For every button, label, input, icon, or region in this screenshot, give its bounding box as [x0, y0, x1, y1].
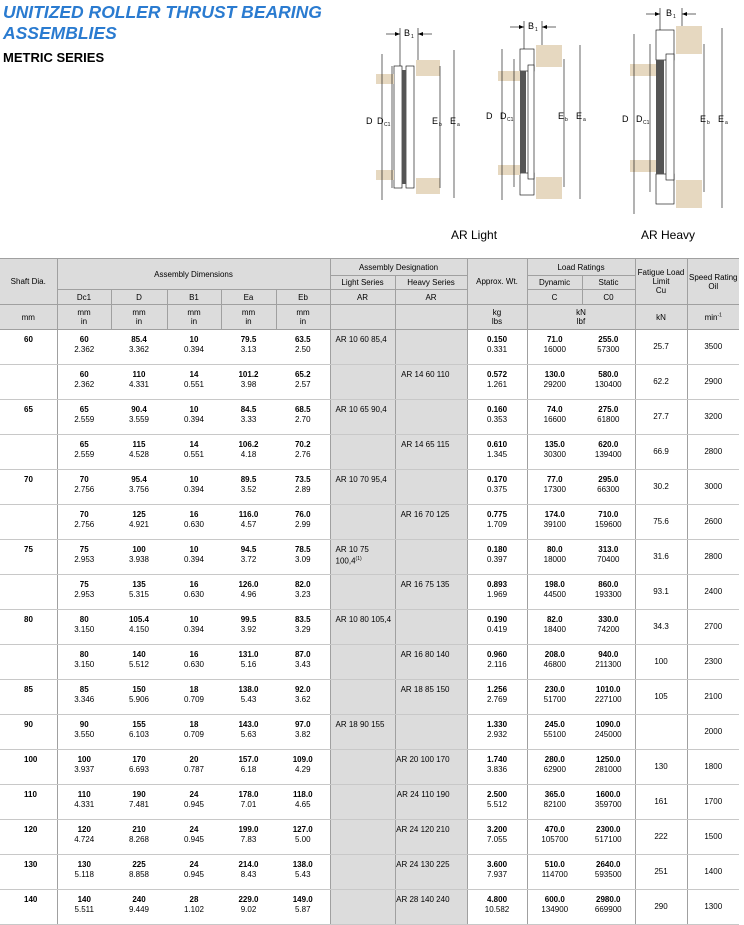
col-ar-heavy: AR: [395, 290, 467, 305]
cell-fatigue: 222: [635, 820, 687, 855]
cell-speed: 1400: [687, 855, 739, 890]
table-row: 65 65 2.559 90.4 3.559 10 0.394 84.5 3.33 68.5 2.70 AR 10 65 90,4 0.160 0.353 74.0 16600 275.0 61800 27.7 3200: [0, 400, 739, 435]
cell-shaft: 90: [0, 715, 57, 750]
cell-light-series: AR 10 60 85,4: [330, 330, 395, 365]
dim-d-label: D: [366, 116, 373, 126]
title-line-2: ASSEMBLIES: [3, 23, 117, 43]
cell-shaft: [0, 575, 57, 610]
cell-heavy-series: [395, 715, 467, 750]
cell-heavy-series: AR 28 140 240: [395, 890, 467, 925]
cell-heavy-series: AR 24 110 190: [395, 785, 467, 820]
table-row: 110 110 4.331 190 7.481 24 0.945 178.0 7.01 118.0 4.65 AR 24 110 190 2.500 5.512 365.0 82100 1600.0 359700 161 1700: [0, 785, 739, 820]
svg-text:C1: C1: [384, 122, 391, 128]
col-c: C: [527, 290, 582, 305]
cell-fatigue: 290: [635, 890, 687, 925]
cell-heavy-series: [395, 330, 467, 365]
cell-light-series: AR 10 65 90,4: [330, 400, 395, 435]
cell-shaft: 80: [0, 610, 57, 645]
cell-shaft: 60: [0, 330, 57, 365]
diagram-ar-light-small: [360, 20, 470, 200]
cell-light-series: [330, 680, 395, 715]
speed-unit: $\min^{-1}$: [687, 305, 739, 330]
dim-eb-label: E: [432, 116, 439, 126]
svg-text:D: D: [636, 114, 643, 124]
col-c0: C0: [582, 290, 635, 305]
table-row: 80 3.150 140 5.512 16 0.630 131.0 5.16 87.0 3.43 AR 16 80 140 0.960 2.116 208.0 46800 940.0 211300 100 2300: [0, 645, 739, 680]
units-row: mm mm in mm in mm in mm in mm in kg lbs kN lbf kN $\min^{-1}$: [0, 305, 739, 330]
cell-fatigue: 100: [635, 645, 687, 680]
title-line-1: UNITIZED ROLLER THRUST BEARING: [3, 2, 322, 22]
cell-light-series: AR 18 90 155: [330, 715, 395, 750]
cell-light-series: AR 10 80 105,4: [330, 610, 395, 645]
svg-text:B: B: [666, 8, 673, 18]
table-row: 140 140 5.511 240 9.449 28 1.102 229.0 9.02 149.0 5.87 AR 28 140 240 4.800 10.582 600.0 134900 2980.0 669900 290 1300: [0, 890, 739, 925]
cell-speed: 1500: [687, 820, 739, 855]
cell-shaft: [0, 505, 57, 540]
cell-fatigue: 30.2: [635, 470, 687, 505]
svg-text:a: a: [457, 122, 460, 128]
table-row: 100 100 3.937 170 6.693 20 0.787 157.0 6.18 109.0 4.29 AR 20 100 170 1.740 3.836 280.0 62900 1250.0 281000 130 1800: [0, 750, 739, 785]
cell-speed: 1700: [687, 785, 739, 820]
cell-light-series: [330, 575, 395, 610]
cell-heavy-series: AR 14 60 110: [395, 365, 467, 400]
cell-fatigue: 251: [635, 855, 687, 890]
cell-light-series: [330, 890, 395, 925]
col-fatigue-load-limit: [635, 259, 687, 305]
cell-speed: 2000: [687, 715, 739, 750]
svg-text:D: D: [622, 114, 629, 124]
cell-heavy-series: AR 16 80 140: [395, 645, 467, 680]
cell-heavy-series: [395, 540, 467, 575]
col-d: D: [111, 290, 167, 305]
col-speed-rating: Speed Rating Oil: [689, 272, 738, 291]
col-approx-wt: Approx. Wt.: [467, 259, 527, 305]
cell-shaft: 130: [0, 855, 57, 890]
cell-shaft: 120: [0, 820, 57, 855]
cell-fatigue: 93.1: [635, 575, 687, 610]
cell-shaft: 75: [0, 540, 57, 575]
cell-speed: 2100: [687, 680, 739, 715]
svg-text:B: B: [528, 21, 535, 31]
cell-speed: 2900: [687, 365, 739, 400]
table-row: 90 90 3.550 155 6.103 18 0.709 143.0 5.63 97.0 3.82 AR 18 90 155 1.330 2.932 245.0 55100 1090.0 245000 2000: [0, 715, 739, 750]
cell-speed: 2300: [687, 645, 739, 680]
col-group-assembly-designation: Assembly Designation: [330, 259, 467, 276]
svg-text:b: b: [439, 122, 442, 128]
cell-light-series: [330, 645, 395, 680]
cell-fatigue: 75.6: [635, 505, 687, 540]
diagram-ar-light: [480, 15, 600, 205]
cell-heavy-series: AR 24 120 210: [395, 820, 467, 855]
cell-heavy-series: AR 20 100 170: [395, 750, 467, 785]
svg-text:1: 1: [535, 27, 538, 33]
cell-light-series: AR 10 75 100,4$^{(1)}$: [330, 540, 395, 575]
cell-speed: 2800: [687, 435, 739, 470]
table-row: 65 2.559 115 4.528 14 0.551 106.2 4.18 70.2 2.76 AR 14 65 115 0.610 1.345 135.0 30300 620.0 139400 66.9 2800: [0, 435, 739, 470]
col-ar-light: AR: [330, 290, 395, 305]
svg-text:C1: C1: [507, 117, 514, 123]
cell-speed: 2800: [687, 540, 739, 575]
svg-text:E: E: [576, 111, 583, 121]
col-eb: Eb: [276, 290, 330, 305]
table-row: 80 80 3.150 105.4 4.150 10 0.394 99.5 3.92 83.5 3.29 AR 10 80 105,4 0.190 0.419 82.0 18400 330.0 74200 34.3 2700: [0, 610, 739, 645]
table-row: 130 130 5.118 225 8.858 24 0.945 214.0 8.43 138.0 5.43 AR 24 130 225 3.600 7.937 510.0 114700 2640.0 593500 251 1400: [0, 855, 739, 890]
diagram-label-ar-heavy: AR Heavy: [641, 228, 696, 242]
cell-fatigue: [635, 715, 687, 750]
cell-speed: 3200: [687, 400, 739, 435]
cell-speed: 2400: [687, 575, 739, 610]
cell-light-series: [330, 505, 395, 540]
cell-shaft: 85: [0, 680, 57, 715]
cell-shaft: 65: [0, 400, 57, 435]
col-shaft-dia: Shaft Dia.: [0, 259, 57, 305]
cell-heavy-series: [395, 470, 467, 505]
svg-text:1: 1: [411, 34, 414, 40]
diagram-ar-heavy: [612, 4, 740, 220]
fatigue-symbol: Cu: [655, 286, 667, 295]
cell-fatigue: 130: [635, 750, 687, 785]
col-light-series: Light Series: [330, 276, 395, 290]
svg-text:D: D: [377, 116, 384, 126]
cell-speed: 2700: [687, 610, 739, 645]
cell-shaft: [0, 645, 57, 680]
table-row: 70 2.756 125 4.921 16 0.630 116.0 4.57 76.0 2.99 AR 16 70 125 0.775 1.709 174.0 39100 710.0 159600 75.6 2600: [0, 505, 739, 540]
cell-fatigue: 66.9: [635, 435, 687, 470]
cell-shaft: 140: [0, 890, 57, 925]
cell-light-series: AR 10 70 95,4: [330, 470, 395, 505]
cell-fatigue: 62.2: [635, 365, 687, 400]
svg-text:1: 1: [673, 14, 676, 20]
dim-b1-label: B: [404, 28, 411, 38]
cell-fatigue: 25.7: [635, 330, 687, 365]
cell-heavy-series: AR 14 65 115: [395, 435, 467, 470]
col-group-assembly-dimensions: Assembly Dimensions: [57, 259, 330, 290]
cell-shaft: 70: [0, 470, 57, 505]
table-row: 85 85 3.346 150 5.906 18 0.709 138.0 5.43 92.0 3.62 AR 18 85 150 1.256 2.769 230.0 51700 1010.0 227100 105 2100: [0, 680, 739, 715]
cell-fatigue: 27.7: [635, 400, 687, 435]
svg-text:a: a: [725, 120, 728, 126]
col-heavy-series: Heavy Series: [395, 276, 467, 290]
svg-text:C1: C1: [643, 120, 650, 126]
table-row: 60 2.362 110 4.331 14 0.551 101.2 3.98 65.2 2.57 AR 14 60 110 0.572 1.261 130.0 29200 580.0 130400 62.2 2900: [0, 365, 739, 400]
cell-light-series: [330, 855, 395, 890]
svg-text:a: a: [583, 117, 586, 123]
cell-fatigue: 161: [635, 785, 687, 820]
table-row: 75 2.953 135 5.315 16 0.630 126.0 4.96 82.0 3.23 AR 16 75 135 0.893 1.969 198.0 44500 860.0 193300 93.1 2400: [0, 575, 739, 610]
col-ea: Ea: [221, 290, 276, 305]
page-subtitle: METRIC SERIES: [3, 50, 105, 65]
cell-shaft: 110: [0, 785, 57, 820]
cell-heavy-series: AR 16 70 125: [395, 505, 467, 540]
cell-light-series: [330, 435, 395, 470]
svg-text:b: b: [565, 117, 568, 123]
cell-fatigue: 34.3: [635, 610, 687, 645]
table-row: 60 60 2.362 85.4 3.362 10 0.394 79.5 3.13 63.5 2.50 AR 10 60 85,4 0.150 0.331 71.0 16000 255.0 57300 25.7 3500: [0, 330, 739, 365]
svg-text:D: D: [500, 111, 507, 121]
cell-shaft: [0, 435, 57, 470]
col-dynamic: Dynamic: [527, 276, 582, 290]
svg-text:E: E: [558, 111, 565, 121]
cell-light-series: [330, 750, 395, 785]
fatigue-label: Fatigue Load Limit: [637, 268, 685, 286]
col-dc1: Dc1: [57, 290, 111, 305]
cell-speed: 2600: [687, 505, 739, 540]
table-row: 70 70 2.756 95.4 3.756 10 0.394 89.5 3.52 73.5 2.89 AR 10 70 95,4 0.170 0.375 77.0 17300 295.0 66300 30.2 3000: [0, 470, 739, 505]
cell-light-series: [330, 785, 395, 820]
cell-shaft: [0, 365, 57, 400]
cell-speed: 3500: [687, 330, 739, 365]
svg-text:b: b: [707, 120, 710, 126]
cell-fatigue: 105: [635, 680, 687, 715]
cell-speed: 1800: [687, 750, 739, 785]
page-title: [3, 2, 322, 44]
col-b1: B1: [167, 290, 221, 305]
cell-heavy-series: [395, 610, 467, 645]
cell-heavy-series: AR 24 130 225: [395, 855, 467, 890]
diagram-label-ar-light: AR Light: [451, 228, 498, 242]
svg-text:E: E: [718, 114, 725, 124]
svg-text:E: E: [700, 114, 707, 124]
cell-heavy-series: AR 16 75 135: [395, 575, 467, 610]
table-row: 75 75 2.953 100 3.938 10 0.394 94.5 3.72 78.5 3.09 AR 10 75 100,4$^{(1)}$ 0.180 0.397 80.0 18000 313.0 70400 31.6 2800: [0, 540, 739, 575]
cell-light-series: [330, 365, 395, 400]
col-group-load-ratings: Load Ratings: [527, 259, 635, 276]
cell-speed: 3000: [687, 470, 739, 505]
col-static: Static: [582, 276, 635, 290]
table-row: 120 120 4.724 210 8.268 24 0.945 199.0 7.83 127.0 5.00 AR 24 120 210 3.200 7.055 470.0 105700 2300.0 517100 222 1500: [0, 820, 739, 855]
dim-ea-label: E: [450, 116, 457, 126]
cell-fatigue: 31.6: [635, 540, 687, 575]
svg-text:D: D: [486, 111, 493, 121]
cell-shaft: 100: [0, 750, 57, 785]
cell-speed: 1300: [687, 890, 739, 925]
cell-heavy-series: AR 18 85 150: [395, 680, 467, 715]
cell-heavy-series: [395, 400, 467, 435]
